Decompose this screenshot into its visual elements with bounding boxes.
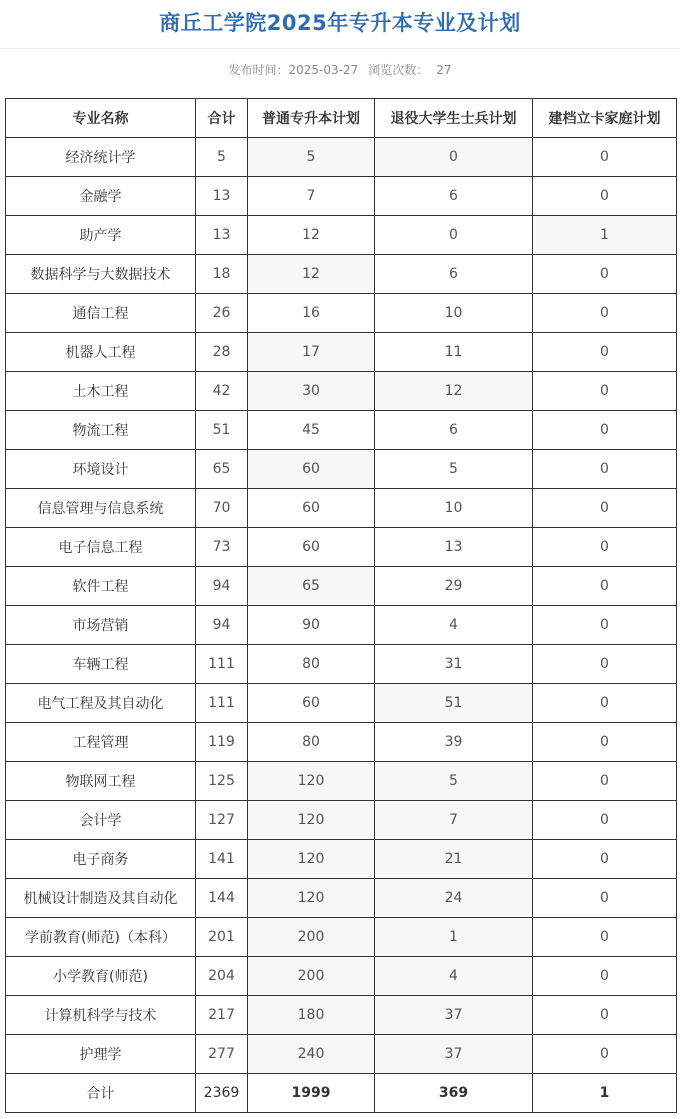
- major-name-cell: 计算机科学与技术: [6, 996, 196, 1035]
- total-cell: 217: [196, 996, 248, 1035]
- total-cell: 70: [196, 489, 248, 528]
- table-row: [6, 645, 677, 684]
- poverty-plan-cell: 0: [533, 606, 677, 645]
- poverty-plan-cell: 0: [533, 684, 677, 723]
- veteran-plan-cell: 11: [375, 333, 533, 372]
- regular-plan-cell: 60: [248, 450, 375, 489]
- total-cell: 277: [196, 1035, 248, 1074]
- regular-plan-cell: 80: [248, 645, 375, 684]
- poverty-plan-cell: 0: [533, 957, 677, 996]
- poverty-plan-cell: 0: [533, 879, 677, 918]
- veteran-plan-cell: 5: [375, 762, 533, 801]
- table-row: [6, 996, 677, 1035]
- total-cell: 111: [196, 684, 248, 723]
- regular-plan-cell: 16: [248, 294, 375, 333]
- regular-plan-cell: 30: [248, 372, 375, 411]
- header-major-name: 专业名称: [6, 99, 196, 138]
- publish-date: 2025-03-27: [288, 63, 359, 77]
- page-header: [0, 0, 680, 49]
- major-name-cell: 土木工程: [6, 372, 196, 411]
- table-row: [6, 957, 677, 996]
- major-name-cell: 会计学: [6, 801, 196, 840]
- major-name-cell: 机械设计制造及其自动化: [6, 879, 196, 918]
- regular-plan-cell: 60: [248, 684, 375, 723]
- major-name-cell: 小学教育(师范): [6, 957, 196, 996]
- poverty-plan-cell: 0: [533, 918, 677, 957]
- total-cell: 65: [196, 450, 248, 489]
- major-name-cell: 助产学: [6, 216, 196, 255]
- regular-plan-cell: 60: [248, 489, 375, 528]
- regular-plan-cell: 90: [248, 606, 375, 645]
- major-name-cell: 软件工程: [6, 567, 196, 606]
- poverty-plan-cell: 0: [533, 567, 677, 606]
- major-name-cell: 工程管理: [6, 723, 196, 762]
- veteran-plan-cell: 39: [375, 723, 533, 762]
- poverty-plan-cell: 0: [533, 450, 677, 489]
- major-name-cell: 机器人工程: [6, 333, 196, 372]
- header-poverty-plan: 建档立卡家庭计划: [533, 99, 677, 138]
- table-row: [6, 840, 677, 879]
- total-cell: 141: [196, 840, 248, 879]
- table-row: [6, 879, 677, 918]
- major-name-cell: 物流工程: [6, 411, 196, 450]
- enrollment-plan-table: [5, 98, 677, 1113]
- veteran-plan-cell: 4: [375, 606, 533, 645]
- header-veteran-plan: 退役大学生士兵计划: [375, 99, 533, 138]
- major-name-cell: 金融学: [6, 177, 196, 216]
- header-regular-plan: 普通专升本计划: [248, 99, 375, 138]
- regular-plan-cell: 120: [248, 762, 375, 801]
- table-row: [6, 606, 677, 645]
- table-row: [6, 918, 677, 957]
- table-row: [6, 762, 677, 801]
- major-name-cell: 电子信息工程: [6, 528, 196, 567]
- table-header-row: [6, 99, 677, 138]
- regular-plan-cell: 17: [248, 333, 375, 372]
- veteran-plan-cell: 13: [375, 528, 533, 567]
- poverty-plan-cell: 0: [533, 489, 677, 528]
- total-regular-plan-cell: 1999: [248, 1074, 375, 1113]
- poverty-plan-cell: 0: [533, 294, 677, 333]
- major-name-cell: 信息管理与信息系统: [6, 489, 196, 528]
- poverty-plan-cell: 0: [533, 645, 677, 684]
- veteran-plan-cell: 6: [375, 411, 533, 450]
- veteran-plan-cell: 6: [375, 177, 533, 216]
- regular-plan-cell: 60: [248, 528, 375, 567]
- veteran-plan-cell: 1: [375, 918, 533, 957]
- article-meta: [0, 49, 680, 99]
- regular-plan-cell: 200: [248, 957, 375, 996]
- veteran-plan-cell: 0: [375, 138, 533, 177]
- major-name-cell: 市场营销: [6, 606, 196, 645]
- regular-plan-cell: 12: [248, 216, 375, 255]
- table-row: [6, 411, 677, 450]
- table-row: [6, 528, 677, 567]
- veteran-plan-cell: 12: [375, 372, 533, 411]
- veteran-plan-cell: 5: [375, 450, 533, 489]
- total-cell: 28: [196, 333, 248, 372]
- veteran-plan-cell: 4: [375, 957, 533, 996]
- poverty-plan-cell: 0: [533, 723, 677, 762]
- table-row: [6, 684, 677, 723]
- total-cell: 125: [196, 762, 248, 801]
- total-cell: 94: [196, 606, 248, 645]
- table-row: [6, 372, 677, 411]
- veteran-plan-cell: 21: [375, 840, 533, 879]
- regular-plan-cell: 240: [248, 1035, 375, 1074]
- table-row: [6, 216, 677, 255]
- table-total-row: [6, 1074, 677, 1113]
- table-row: [6, 294, 677, 333]
- total-cell: 94: [196, 567, 248, 606]
- total-cell: 5: [196, 138, 248, 177]
- veteran-plan-cell: 29: [375, 567, 533, 606]
- table-row: [6, 801, 677, 840]
- major-name-cell: 物联网工程: [6, 762, 196, 801]
- veteran-plan-cell: 24: [375, 879, 533, 918]
- veteran-plan-cell: 6: [375, 255, 533, 294]
- total-cell: 201: [196, 918, 248, 957]
- veteran-plan-cell: 10: [375, 489, 533, 528]
- veteran-plan-cell: 7: [375, 801, 533, 840]
- major-name-cell: 护理学: [6, 1035, 196, 1074]
- total-total-cell: 2369: [196, 1074, 248, 1113]
- poverty-plan-cell: 0: [533, 801, 677, 840]
- veteran-plan-cell: 31: [375, 645, 533, 684]
- regular-plan-cell: 180: [248, 996, 375, 1035]
- major-name-cell: 学前教育(师范)（本科）: [6, 918, 196, 957]
- table-row: [6, 1035, 677, 1074]
- total-cell: 18: [196, 255, 248, 294]
- total-cell: 13: [196, 177, 248, 216]
- major-name-cell: 环境设计: [6, 450, 196, 489]
- page-title: 商丘工学院2025年专升本专业及计划: [159, 11, 521, 35]
- veteran-plan-cell: 0: [375, 216, 533, 255]
- regular-plan-cell: 120: [248, 840, 375, 879]
- regular-plan-cell: 120: [248, 879, 375, 918]
- regular-plan-cell: 80: [248, 723, 375, 762]
- total-cell: 51: [196, 411, 248, 450]
- poverty-plan-cell: 0: [533, 138, 677, 177]
- regular-plan-cell: 120: [248, 801, 375, 840]
- views-label: 浏览次数：: [368, 63, 429, 77]
- major-name-cell: 数据科学与大数据技术: [6, 255, 196, 294]
- poverty-plan-cell: 0: [533, 1035, 677, 1074]
- poverty-plan-cell: 0: [533, 411, 677, 450]
- poverty-plan-cell: 0: [533, 762, 677, 801]
- veteran-plan-cell: 37: [375, 1035, 533, 1074]
- major-name-cell: 车辆工程: [6, 645, 196, 684]
- regular-plan-cell: 45: [248, 411, 375, 450]
- publish-label: 发布时间：: [228, 63, 289, 77]
- total-veteran-plan-cell: 369: [375, 1074, 533, 1113]
- total-cell: 26: [196, 294, 248, 333]
- poverty-plan-cell: 0: [533, 996, 677, 1035]
- total-cell: 144: [196, 879, 248, 918]
- poverty-plan-cell: 0: [533, 372, 677, 411]
- total-cell: 119: [196, 723, 248, 762]
- header-total: 合计: [196, 99, 248, 138]
- table-row: [6, 489, 677, 528]
- table-row: [6, 177, 677, 216]
- total-cell: 42: [196, 372, 248, 411]
- total-cell: 73: [196, 528, 248, 567]
- total-cell: 13: [196, 216, 248, 255]
- major-name-cell: 通信工程: [6, 294, 196, 333]
- major-name-cell: 经济统计学: [6, 138, 196, 177]
- table-row: [6, 138, 677, 177]
- total-poverty-plan-cell: 1: [533, 1074, 677, 1113]
- total-cell: 204: [196, 957, 248, 996]
- table-row: [6, 450, 677, 489]
- table-row: [6, 333, 677, 372]
- regular-plan-cell: 200: [248, 918, 375, 957]
- veteran-plan-cell: 10: [375, 294, 533, 333]
- poverty-plan-cell: 0: [533, 528, 677, 567]
- poverty-plan-cell: 1: [533, 216, 677, 255]
- views-count: 27: [436, 63, 452, 77]
- table-row: [6, 255, 677, 294]
- table-row: [6, 723, 677, 762]
- major-name-cell: 电气工程及其自动化: [6, 684, 196, 723]
- poverty-plan-cell: 0: [533, 840, 677, 879]
- total-cell: 127: [196, 801, 248, 840]
- regular-plan-cell: 7: [248, 177, 375, 216]
- table-body: [6, 138, 677, 1113]
- regular-plan-cell: 5: [248, 138, 375, 177]
- poverty-plan-cell: 0: [533, 255, 677, 294]
- major-name-cell: 电子商务: [6, 840, 196, 879]
- total-cell: 111: [196, 645, 248, 684]
- veteran-plan-cell: 37: [375, 996, 533, 1035]
- regular-plan-cell: 12: [248, 255, 375, 294]
- poverty-plan-cell: 0: [533, 333, 677, 372]
- total-major-name-cell: 合计: [6, 1074, 196, 1113]
- veteran-plan-cell: 51: [375, 684, 533, 723]
- regular-plan-cell: 65: [248, 567, 375, 606]
- poverty-plan-cell: 0: [533, 177, 677, 216]
- table-row: [6, 567, 677, 606]
